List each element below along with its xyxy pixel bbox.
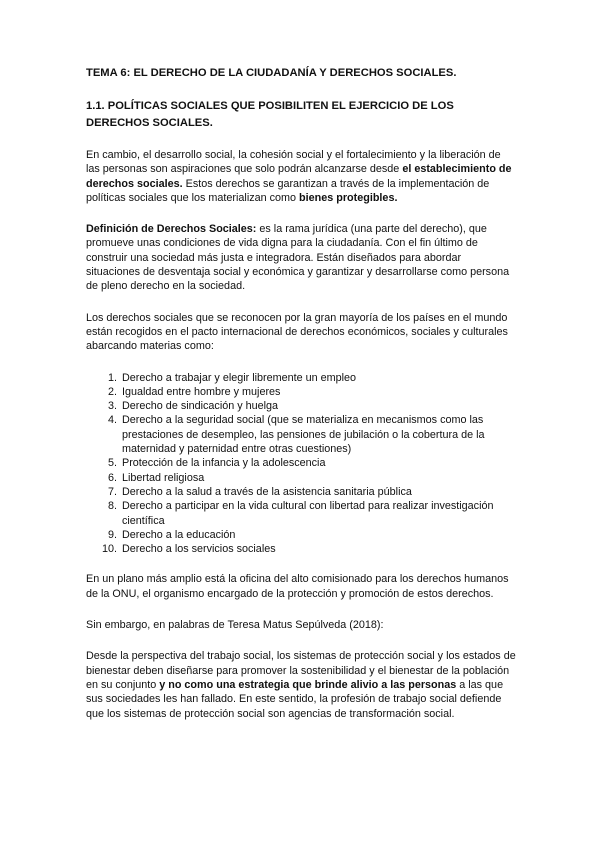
paragraph-intro-bold-b: bienes protegibles. xyxy=(299,191,398,204)
document-content xyxy=(86,66,516,738)
paragraph-intro-bold-a: el establecimiento de derechos sociales. xyxy=(86,163,512,190)
list-item: 9. Derecho a la educación xyxy=(120,528,516,542)
list-item: 5. Protección de la infancia y la adolescencia xyxy=(120,456,516,470)
list-item: 7. Derecho a la salud a través de la asistencia sanitaria pública xyxy=(120,485,516,499)
section-heading: 1.1. POLÍTICAS SOCIALES QUE POSIBILITEN EL EJERCICIO DE LOS DERECHOS SOCIALES. xyxy=(86,100,454,129)
paragraph-definition xyxy=(86,222,516,293)
list-item: 2. Igualdad entre hombre y mujeres xyxy=(120,385,516,399)
list-item: 6. Libertad religiosa xyxy=(120,471,516,485)
rights-list xyxy=(86,371,516,557)
quote-text-b: a las que sus sociedades les han fallado. En este sentido, la profesión de trabajo social defiende que los sistemas de protección social son agencias de transformación social. xyxy=(86,678,504,720)
paragraph-onu: En un plano más amplio está la oficina del alto comisionado para los derechos humanos de la ONU, el organismo encargado de la protección y promoción de estos derechos. xyxy=(86,573,509,600)
quote-text-a: Desde la perspectiva del trabajo social, los sistemas de protección social y los estados de bienestar deben diseñarse para promover la sostenibilidad y el bienestar de la población en su conjunto xyxy=(86,650,516,691)
quote-bold: y no como una estrategia que brinde alivio a las personas xyxy=(159,678,457,691)
paragraph-rights-intro: Los derechos sociales que se reconocen por la gran mayoría de los países en el mundo están recogidos en el pacto internacional de derechos económicos, sociales y culturales abarcando materias como: xyxy=(86,311,508,353)
paragraph-quote xyxy=(86,649,516,720)
definition-term: Definición de Derechos Sociales: xyxy=(86,223,257,236)
paragraph-intro xyxy=(86,148,516,205)
list-item: 10. Derecho a los servicios sociales xyxy=(120,542,516,556)
list-item: 8. Derecho a participar en la vida cultural con libertad para realizar investigación científica xyxy=(120,499,516,528)
list-item: 1. Derecho a trabajar y elegir libremente un empleo xyxy=(120,371,516,385)
document-title: TEMA 6: EL DERECHO DE LA CIUDADANÍA Y DERECHOS SOCIALES. xyxy=(86,67,457,79)
paragraph-intro-text-a: En cambio, el desarrollo social, la cohesión social y el fortalecimiento y la liberación de las personas son aspiraciones que solo podrán alcanzarse desde xyxy=(86,149,501,176)
list-item: 4. Derecho a la seguridad social (que se materializa en mecanismos como las prestaciones de desempleo, las pensiones de jubilación o la cobertura de la maternidad y paternidad entre otras cuestiones) xyxy=(120,413,516,456)
paragraph-intro-text-b: Estos derechos se garantizan a través de la implementación de políticas sociales que los materializan como xyxy=(86,177,490,204)
paragraph-citation: Sin embargo, en palabras de Teresa Matus Sepúlveda (2018): xyxy=(86,619,384,632)
list-item: 3. Derecho de sindicación y huelga xyxy=(120,399,516,413)
definition-text: es la rama jurídica (una parte del derecho), que promueve unas condiciones de vida digna para la ciudadanía. Con el fin último de construir una sociedad más justa e integradora. Están diseñados para abordar situaciones de desventaja social y económica y garantizar y desarrollarse como persona de pleno derecho en la sociedad. xyxy=(86,223,510,293)
